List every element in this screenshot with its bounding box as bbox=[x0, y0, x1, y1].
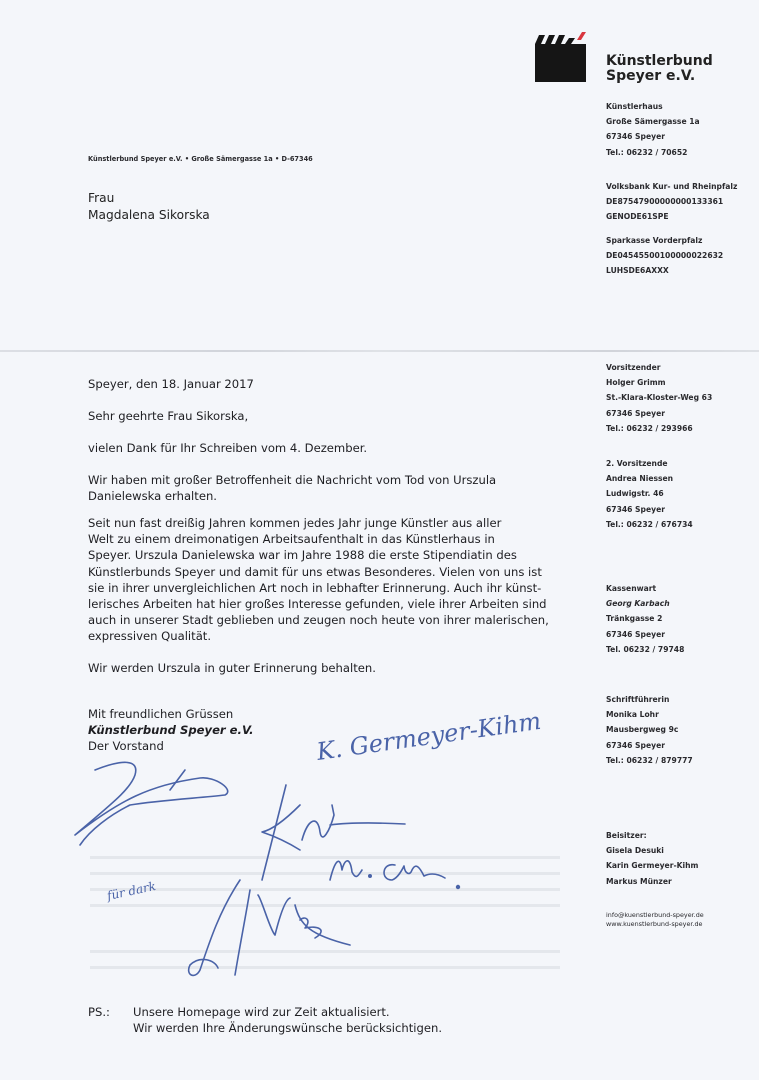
bank-iban: DE04545500100000022632 bbox=[606, 251, 724, 261]
board-member-treasurer bbox=[606, 581, 684, 657]
bleed-through-text bbox=[90, 966, 560, 969]
paragraph-line: Wir haben mit großer Betroffenheit die Nachricht vom Tod von Urszula bbox=[88, 473, 497, 487]
bank-name: Sparkasse Vorderpfalz bbox=[606, 236, 703, 245]
board-city: 67346 Speyer bbox=[606, 408, 665, 418]
board-name: Monika Lohr bbox=[606, 710, 659, 720]
signature-text: K. Germeyer-Kihm bbox=[314, 706, 543, 766]
ps-line: Wir werden Ihre Änderungswünsche berücksichtigen. bbox=[133, 1021, 443, 1036]
board-phone: Tel. 06232 / 79748 bbox=[606, 644, 685, 654]
board-member-chair bbox=[606, 360, 712, 436]
board-role: Vorsitzender bbox=[606, 363, 661, 372]
board-role: Schriftführerin bbox=[606, 695, 670, 704]
closing-org: Künstlerbund Speyer e.V. bbox=[88, 723, 254, 738]
bank-bic: GENODE61SPE bbox=[606, 212, 669, 222]
board-name: Georg Karbach bbox=[606, 599, 670, 609]
letter-paragraph-2 bbox=[88, 472, 568, 504]
paragraph-line: expressiven Qualität. bbox=[88, 629, 212, 644]
clapperboard-logo-icon bbox=[533, 30, 588, 82]
assessors-title: Beisitzer: bbox=[606, 831, 647, 840]
letter-paragraph-3 bbox=[88, 515, 568, 645]
bank-bic: LUHSDE6AXXX bbox=[606, 266, 669, 276]
board-city: 67346 Speyer bbox=[606, 740, 665, 750]
ps-label: PS.: bbox=[88, 1005, 110, 1019]
org-address bbox=[606, 99, 700, 160]
board-name: Holger Grimm bbox=[606, 378, 666, 388]
signature-stroke bbox=[189, 880, 350, 975]
board-member-vice-chair bbox=[606, 456, 693, 532]
org-name bbox=[606, 54, 713, 84]
letter-date: Speyer, den 18. Januar 2017 bbox=[88, 377, 254, 391]
board-role: Kassenwart bbox=[606, 584, 657, 593]
address-line: Große Sämergasse 1a bbox=[606, 117, 700, 127]
contact-info bbox=[606, 911, 704, 928]
board-street: Mausbergweg 9c bbox=[606, 725, 679, 735]
bank-info-2 bbox=[606, 233, 723, 279]
letter-paragraph-1: vielen Dank für Ihr Schreiben vom 4. Dezember. bbox=[88, 441, 368, 455]
address-phone: Tel.: 06232 / 70652 bbox=[606, 147, 688, 157]
board-phone: Tel.: 06232 / 676734 bbox=[606, 519, 693, 529]
email-link[interactable]: info@kuenstlerbund-speyer.de bbox=[606, 911, 704, 919]
address-line: 67346 Speyer bbox=[606, 132, 665, 142]
paragraph-line: sie in ihrer unvergleichlichen Art noch in lebhafter Erinnerung. Auch ihr künst- bbox=[88, 580, 542, 595]
paragraph-line: Welt zu einem dreimonatigen Arbeitsaufenthalt in das Künstlerhaus in bbox=[88, 532, 495, 547]
assessor-name: Markus Münzer bbox=[606, 876, 672, 886]
org-name-line1: Künstlerbund bbox=[606, 53, 713, 69]
board-street: St.-Klara-Kloster-Weg 63 bbox=[606, 393, 713, 403]
bleed-through-text bbox=[90, 872, 560, 875]
signature-stroke bbox=[300, 918, 321, 938]
letter-paragraph-4: Wir werden Urszula in guter Erinnerung behalten. bbox=[88, 661, 376, 675]
recipient-block bbox=[88, 190, 210, 224]
paragraph-line: Speyer. Urszula Danielewska war im Jahre 1988 die erste Stipendiatin des bbox=[88, 548, 517, 563]
bleed-through-text bbox=[90, 950, 560, 953]
recipient-name: Magdalena Sikorska bbox=[88, 208, 210, 222]
ps-line: Unsere Homepage wird zur Zeit aktualisiert. bbox=[133, 1005, 390, 1019]
bank-iban: DE87547900000000133361 bbox=[606, 197, 724, 207]
address-line: Künstlerhaus bbox=[606, 102, 663, 111]
bank-info-1 bbox=[606, 179, 737, 225]
bank-name: Volksbank Kur- und Rheinpfalz bbox=[606, 182, 738, 191]
bleed-through-text bbox=[90, 904, 560, 907]
bleed-through-text bbox=[90, 888, 560, 891]
signature-stroke bbox=[330, 861, 362, 880]
assessor-name: Gisela Desuki bbox=[606, 846, 664, 856]
paragraph-line: Danielewska erhalten. bbox=[88, 489, 217, 504]
board-street: Tränkgasse 2 bbox=[606, 614, 663, 624]
org-name-line2: Speyer e.V. bbox=[606, 68, 696, 84]
website-link[interactable]: www.kuenstlerbund-speyer.de bbox=[606, 919, 703, 928]
paragraph-line: auch in unserer Stadt geblieben und zeugen noch heute von ihrer malerischen, bbox=[88, 613, 549, 628]
signature-stroke bbox=[170, 770, 185, 790]
sender-return-address: Künstlerbund Speyer e.V. • Große Sämergasse 1a • D-67346 bbox=[88, 155, 313, 163]
paragraph-line: lerisches Arbeiten hat hier großes Interesse gefunden, viele ihrer Arbeiten sind bbox=[88, 597, 547, 612]
board-phone: Tel.: 06232 / 293966 bbox=[606, 423, 693, 433]
board-role: 2. Vorsitzende bbox=[606, 459, 668, 468]
paper-fold-line bbox=[0, 350, 759, 352]
signature-stroke bbox=[262, 785, 405, 880]
paragraph-line: Künstlerbunds Speyer und damit für uns etwas Besonderes. Vielen von uns ist bbox=[88, 564, 542, 579]
bleed-through-text bbox=[90, 856, 560, 859]
board-city: 67346 Speyer bbox=[606, 629, 665, 639]
signature-text: für dark bbox=[105, 878, 158, 903]
letter-closing bbox=[88, 706, 568, 755]
recipient-salutation: Frau bbox=[88, 191, 115, 205]
board-street: Ludwigstr. 46 bbox=[606, 489, 664, 499]
signature-stroke bbox=[75, 762, 228, 845]
assessor-name: Karin Germeyer-Kihm bbox=[606, 861, 699, 871]
closing-phrase: Mit freundlichen Grüssen bbox=[88, 707, 234, 721]
paragraph-line: Seit nun fast dreißig Jahren kommen jedes Jahr junge Künstler aus aller bbox=[88, 516, 502, 530]
board-phone: Tel.: 06232 / 879777 bbox=[606, 755, 693, 765]
board-member-secretary bbox=[606, 692, 693, 768]
letter-greeting: Sehr geehrte Frau Sikorska, bbox=[88, 409, 249, 423]
closing-signer: Der Vorstand bbox=[88, 739, 164, 754]
board-city: 67346 Speyer bbox=[606, 504, 665, 514]
assessors bbox=[606, 828, 698, 889]
board-name: Andrea Niessen bbox=[606, 474, 674, 484]
